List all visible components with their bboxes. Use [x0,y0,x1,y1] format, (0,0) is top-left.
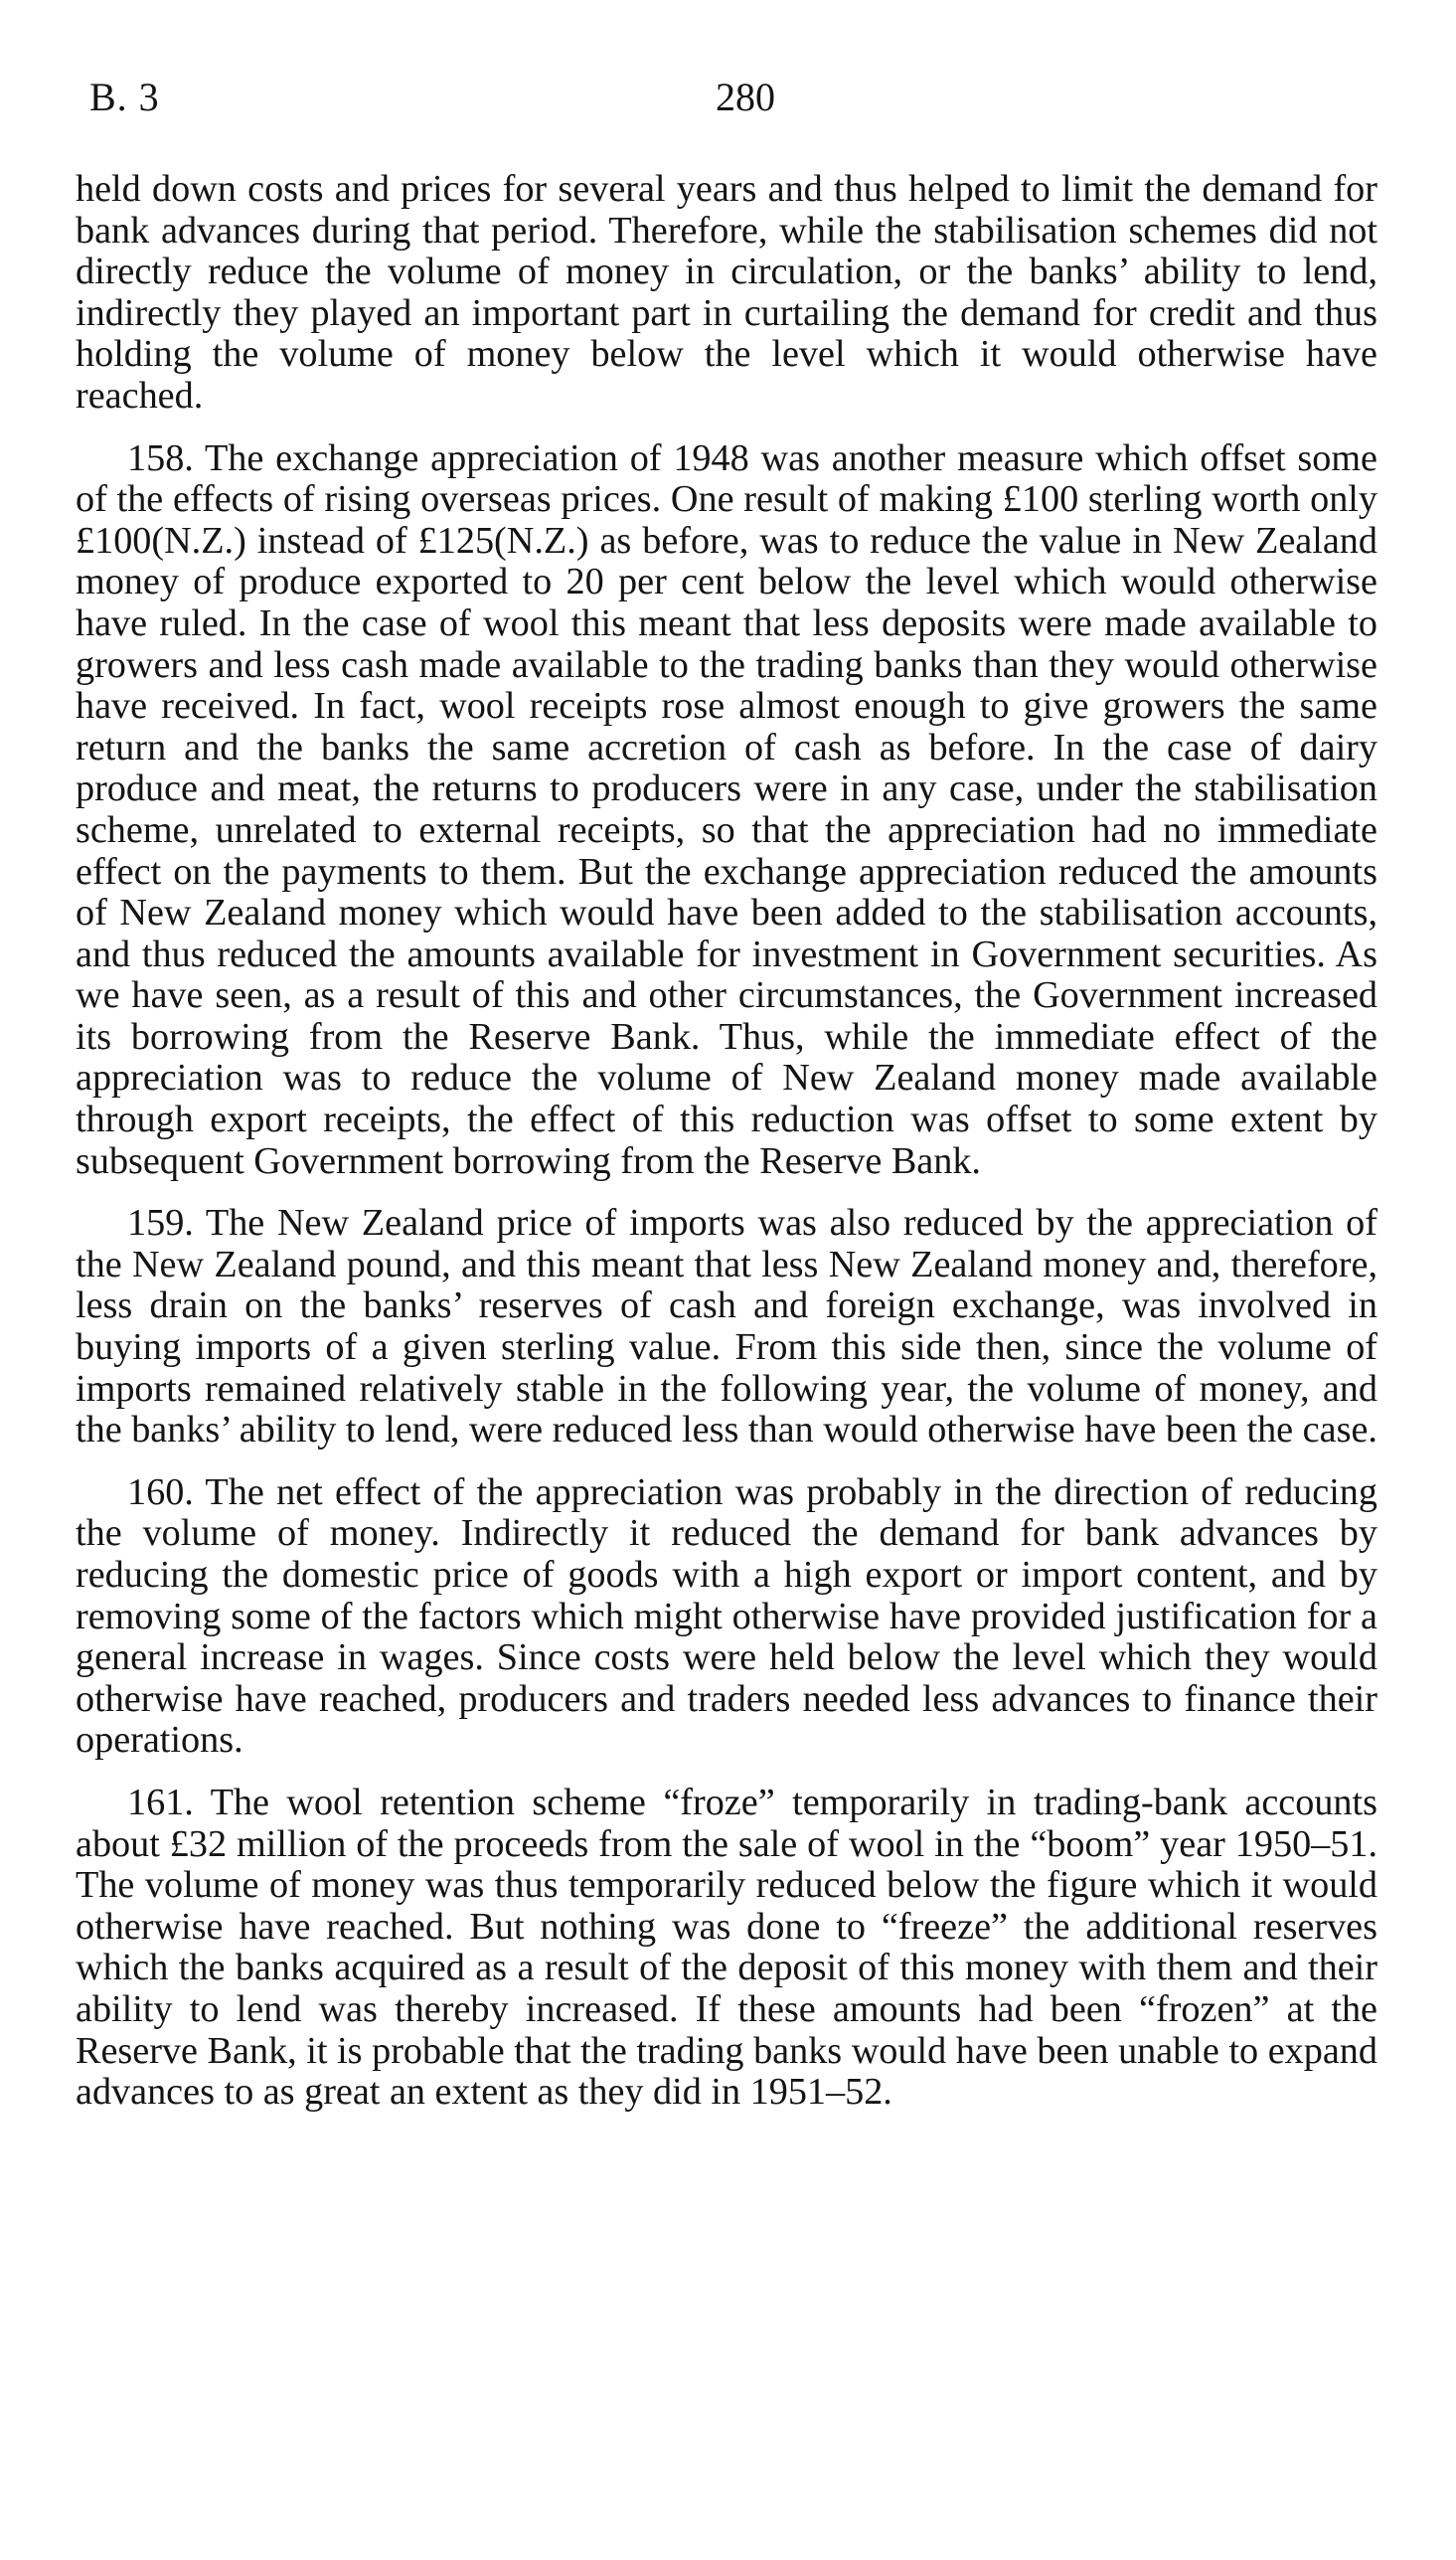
paragraph-continuation: held down costs and prices for several years and thus helped to limit the demand for bank advances during that period. Therefore, while the stabilisation schemes did not directly reduce the volume of money in circulation, or the banks’ ability to lend, indirectly they played an important part in curtailing the demand for credit and thus holding the volume of money below the level which it would otherwise have reached. [76,168,1377,417]
paragraph-159: 159. The New Zealand price of imports was also reduced by the appreciation of the New Zealand pound, and this meant that less New Zealand money and, therefore, less drain on the banks’ reserves of cash and foreign exchange, was involved in buying imports of a given sterling value. From this side then, since the volume of imports remained relatively stable in the following year, the volume of money, and the banks’ ability to lend, were reduced less than would otherwise have been the case. [76,1202,1377,1451]
page-header [0,72,1456,131]
body-text [76,169,1377,2114]
paragraph-160: 160. The net effect of the appreciation was probably in the direction of reducing the volume of money. Indirectly it reduced the demand for bank advances by reducing the domestic price of goods with a high export or import content, and by removing some of the factors which might otherwise have provided justification for a general increase in wages. Since costs were held below the level which they would otherwise have reached, producers and traders needed less advances to finance their operations. [76,1470,1377,1762]
paragraph-161: 161. The wool retention scheme “froze” temporarily in trading-bank accounts about £32 million of the proceeds from the sale of wool in the “boom” year 1950–51. The volume of money was thus temporarily reduced below the figure which it would otherwise have reached. But nothing was done to “freeze” the additional reserves which the banks acquired as a result of the deposit of this money with them and their ability to lend was thereby increased. If these amounts had been “frozen” at the Reserve Bank, it is probable that the trading banks would have been unable to expand advances to as great an extent as they did in 1951–52. [76,1781,1377,2114]
page-number: 280 [716,75,775,119]
paragraph-158: 158. The exchange appreciation of 1948 was another measure which offset some of the effects of rising overseas prices. One result of making £100 sterling worth only £100(N.Z.) instead of £125(N.Z.) as before, was to reduce the value in New Zealand money of produce exported to 20 per cent below the level which would otherwise have ruled. In the case of wool this meant that less deposits were made available to growers and less cash made available to the trading banks than they would otherwise have received. In fact, wool receipts rose almost enough to give growers the same return and the banks the same accretion of cash as before. In the case of dairy produce and meat, the returns to producers were in any case, under the stabilisation scheme, unrelated to external receipts, so that the appreciation had no immediate effect on the payments to them. But the exchange appreciation reduced the amounts of New Zealand money which would have been added to the stabilisation accounts, and thus reduced the amounts available for investment in Government securities. As we have seen, as a result of this and other circumstances, the Government increased its borrowing from the Reserve Bank. Thus, while the immediate effect of the appreciation was to reduce the volume of New Zealand money made available through export receipts, the effect of this reduction was offset to some extent by subsequent Government borrowing from the Reserve Bank. [76,436,1377,1182]
document-reference: B. 3 [89,75,160,119]
